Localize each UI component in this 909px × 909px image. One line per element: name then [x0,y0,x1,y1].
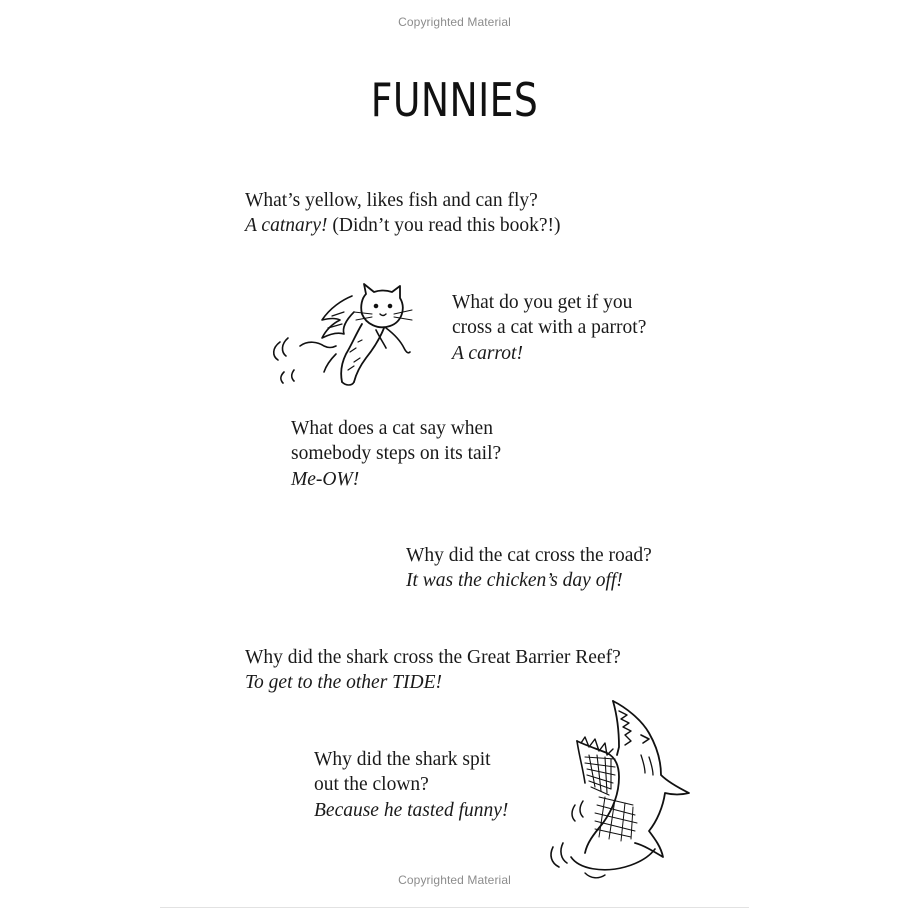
joke-answer [245,213,561,238]
joke-question: Why did the cat cross the road? [406,545,652,566]
joke-question: Why did the shark cross the Great Barrier Reef? [245,647,621,668]
joke-answer: It was the chicken’s day off! [406,570,623,592]
joke-answer: Because he tasted funny! [314,799,509,821]
copyright-watermark-top: Copyrighted Material [398,15,511,29]
joke-answer: Me-OW! [291,468,360,490]
joke-question-line: cross a cat with a parrot? [452,317,647,339]
flying-cat-illustration [262,282,422,392]
joke-carrot [452,290,646,366]
page-title: FUNNIES [370,73,539,127]
joke-question-line: What does a cat say when [291,418,493,439]
joke-question-line: What do you get if you [452,292,633,313]
page-bottom-rule [160,907,749,908]
shark-illustration [545,697,695,882]
joke-question-line: out the clown? [314,774,429,796]
joke-catnary [245,188,561,239]
joke-question-line: somebody steps on its tail? [291,443,502,465]
copyright-watermark-bottom: Copyrighted Material [398,873,511,887]
joke-answer-punchline: A catnary! [245,215,328,237]
joke-question-line: Why did the shark spit [314,749,491,770]
joke-answer-aside: (Didn’t you read this book?!) [327,215,561,237]
joke-cat-cross-road [406,543,652,594]
joke-answer: To get to the other TIDE! [245,672,442,694]
joke-meow [291,416,501,492]
joke-shark-clown [314,747,508,823]
joke-shark-reef [245,645,621,696]
joke-answer: A carrot! [452,342,523,364]
joke-question: What’s yellow, likes fish and can fly? [245,190,538,211]
